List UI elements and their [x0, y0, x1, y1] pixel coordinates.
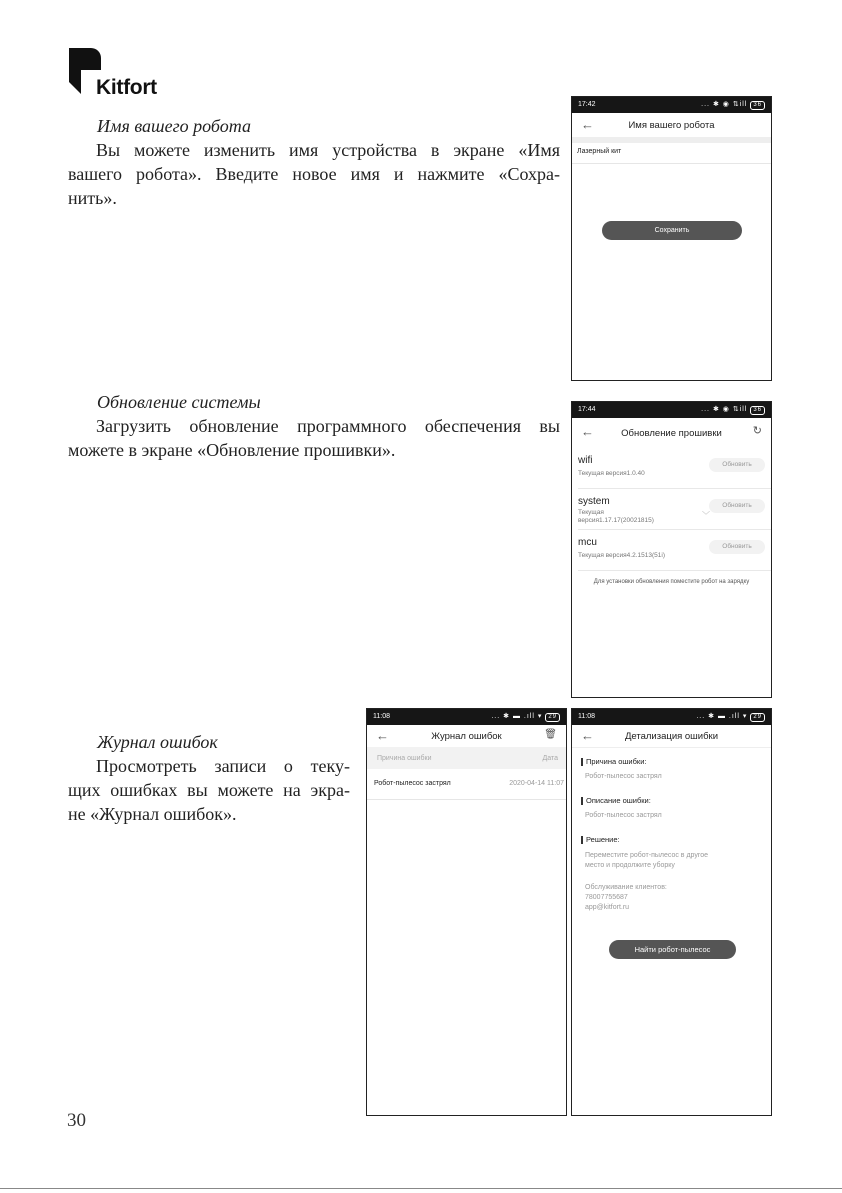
- battery-icon: 29: [545, 713, 560, 722]
- customer-service: Обслуживание клиентов: 78007755687 app@kitfort.ru: [572, 883, 771, 913]
- reason-value: Робот-пылесос застрял: [585, 773, 662, 780]
- solution-text: Переместите робот-пылесос в другое место и продолжите уборку: [585, 852, 709, 869]
- back-arrow-icon[interactable]: ←: [581, 117, 594, 132]
- description-value: Робот-пылесос застрял: [585, 812, 662, 819]
- update-button[interactable]: Обновить: [709, 458, 765, 472]
- back-arrow-icon[interactable]: ←: [581, 424, 594, 439]
- status-icons: ... ✱ ◉ ⇅ill: [701, 406, 748, 413]
- screen-firmware-update: [571, 401, 772, 698]
- reason-label: Причина ошибки:: [581, 758, 771, 766]
- back-arrow-icon[interactable]: ←: [581, 728, 594, 743]
- support-email[interactable]: app@kitfort.ru: [585, 904, 630, 911]
- firmware-item-wifi: wifi Текущая версия1.0.40 Обновить: [578, 448, 771, 489]
- status-bar: 11:08 ... ✱ ▬ .ıll ▾ 29: [367, 709, 566, 725]
- screen-title: Журнал ошибок: [431, 731, 502, 742]
- charging-note: Для установки обновления поместите робот на зарядку: [593, 579, 750, 585]
- firmware-item-system: system Текущая версия1.17.17(20021815) ﹀ Обновить: [578, 489, 771, 530]
- heading-robot-name: Имя вашего робота: [97, 116, 251, 136]
- update-button[interactable]: Обновить: [709, 540, 765, 554]
- status-icons: ... ✱ ▬ .ıll ▾: [696, 713, 748, 720]
- screen-title: Имя вашего робота: [628, 120, 715, 131]
- status-icons: ... ✱ ▬ .ıll ▾: [491, 713, 543, 720]
- firmware-item-mcu: mcu Текущая версия4.2.1513(51i) Обновить: [578, 530, 771, 571]
- kitfort-logo-text: Kitfort: [96, 76, 157, 99]
- page-number: 30: [67, 1110, 86, 1131]
- status-bar: 17:42 ... ✱ ◉ ⇅ill 36: [572, 97, 771, 113]
- battery-icon: 29: [750, 713, 765, 722]
- screen-error-log: [366, 708, 567, 1116]
- chevron-down-icon[interactable]: ﹀: [702, 511, 710, 520]
- paragraph-robot-name: Вы можете изменить имя устройства в экране «Имя вашего робота». Введите новое имя и нажмите «Сохра- нить».: [68, 140, 560, 208]
- screen-title: Детализация ошибки: [624, 731, 719, 742]
- screen-error-detail: [571, 708, 772, 1116]
- paragraph-error-log: Просмотреть записи о теку- щих ошибках вы можете на экра- не «Журнал ошибок».: [68, 756, 350, 824]
- status-bar: 11:08 ... ✱ ▬ .ıll ▾ 29: [572, 709, 771, 725]
- screen-robot-name: [571, 96, 772, 381]
- footer-rule: [0, 1188, 842, 1189]
- update-button[interactable]: Обновить: [709, 499, 765, 513]
- column-date: Дата: [542, 755, 558, 762]
- heading-error-log: Журнал ошибок: [97, 732, 218, 752]
- refresh-icon[interactable]: ↻: [752, 425, 762, 437]
- save-button[interactable]: Сохранить: [602, 221, 742, 240]
- status-bar: 17:44 ... ✱ ◉ ⇅ill 36: [572, 402, 771, 418]
- screen-title: Обновление прошивки: [621, 428, 722, 439]
- battery-icon: 36: [750, 406, 765, 415]
- status-icons: ... ✱ ◉ ⇅ill: [701, 101, 748, 108]
- robot-name-input[interactable]: Лазерный кит: [572, 143, 771, 164]
- table-row[interactable]: Робот-пылесос застрял 2020-04-14 11:07: [367, 769, 566, 800]
- description-label: Описание ошибки:: [581, 797, 771, 805]
- solution-label: Решение:: [581, 836, 771, 844]
- column-reason: Причина ошибки: [377, 755, 432, 762]
- battery-icon: 36: [750, 101, 765, 110]
- trash-icon[interactable]: 🗑: [544, 729, 557, 740]
- paragraph-system-update: Загрузить обновление программного обеспечения вы можете в экране «Обновление прошивки».: [68, 416, 560, 460]
- heading-system-update: Обновление системы: [97, 392, 261, 412]
- log-table-header: [367, 747, 566, 769]
- back-arrow-icon[interactable]: ←: [376, 728, 389, 743]
- find-robot-button[interactable]: Найти робот-пылесос: [609, 940, 736, 959]
